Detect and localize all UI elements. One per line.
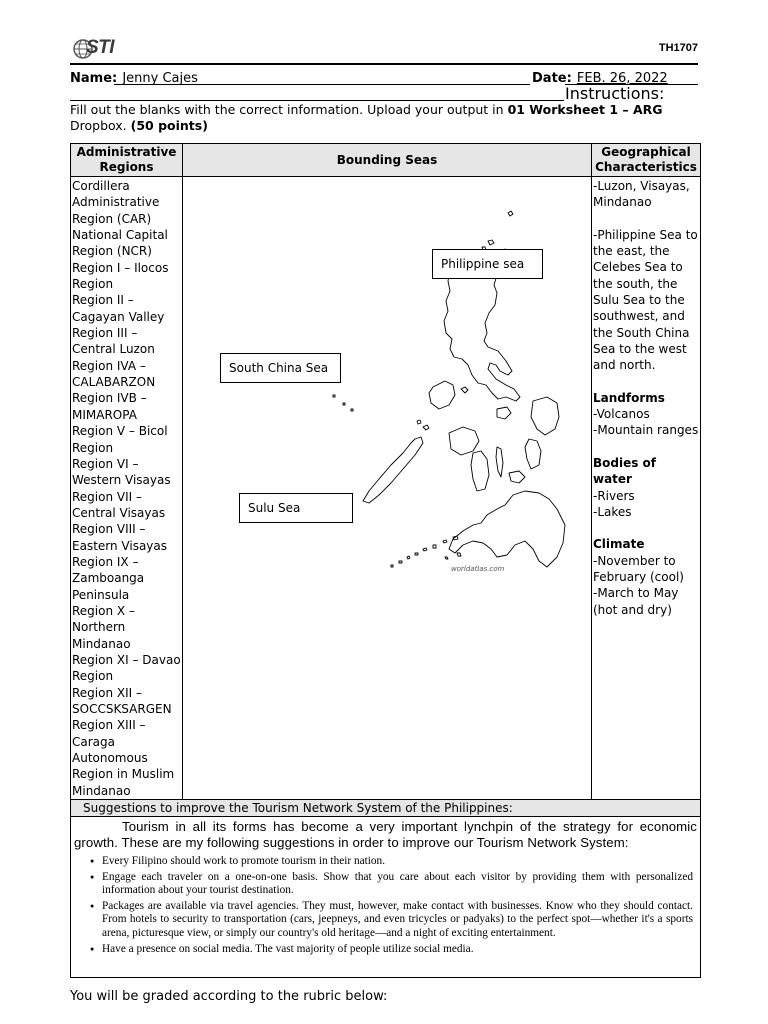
instructions-label: Instructions: <box>565 84 665 103</box>
region-item: Region XII – SOCCSKSARGEN <box>72 685 172 716</box>
region-item: Region VI – Western Visayas <box>72 456 171 488</box>
logo-text: STI <box>86 37 115 58</box>
landforms-heading: Landforms <box>593 390 665 405</box>
geographical-characteristics-cell[interactable] <box>592 177 701 800</box>
suggestions-body[interactable] <box>71 817 701 978</box>
region-item: Region III – Central Luzon <box>72 326 155 357</box>
header-geographical-characteristics: Geographical Characteristics <box>592 144 701 177</box>
region-item: Region II – Cagayan Valley <box>72 293 165 324</box>
region-item: Region XIII – Caraga <box>72 718 146 749</box>
region-item: Cordillera Administrative Region (CAR) <box>72 179 160 226</box>
instructions-dropbox: 01 Worksheet 1 – ARG <box>507 102 663 117</box>
suggestion-item: ● Engage each traveler on a one-on-one basis. Show that you care about each visitor by providing them with personalized information about your tourist destination. <box>102 871 693 898</box>
suggestions-intro <box>74 819 697 851</box>
region-item: Autonomous Region in Muslim Mindanao <box>72 751 175 798</box>
region-item: Region IX – Zamboanga Peninsula <box>72 554 145 602</box>
region-item: Region VII – Central Visayas <box>72 489 166 520</box>
climate-heading: Climate <box>593 537 645 552</box>
bounding-seas-cell <box>183 177 592 800</box>
header-bounding-seas: Bounding Seas <box>183 144 592 177</box>
region-item: Region VIII – Eastern Visayas <box>72 522 168 553</box>
instructions-text <box>70 102 700 134</box>
climate-item: -November to February (cool) <box>593 553 684 584</box>
suggestions-list <box>74 855 697 956</box>
sti-logo <box>72 38 142 62</box>
bodies-of-water-heading: Bodies of water <box>593 455 657 487</box>
date-label: Date: <box>532 71 572 86</box>
suggestion-item: ● Every Filipino should work to promote tourism in their nation. <box>102 855 693 869</box>
philippines-map <box>183 177 593 797</box>
name-value[interactable]: Jenny Cajes <box>122 71 198 86</box>
philippine-sea-label: Philippine sea <box>432 249 543 279</box>
header-rule <box>70 63 698 65</box>
landform-item: -Mountain ranges <box>593 423 699 438</box>
regions-cell[interactable] <box>71 177 183 800</box>
map-credit: worldatlas.com <box>451 565 505 573</box>
suggestions-heading: Suggestions to improve the Tourism Network System of the Philippines: <box>71 800 701 817</box>
landform-item: -Volcanos <box>593 407 650 422</box>
instructions-points: (50 points) <box>130 118 208 133</box>
suggestion-item: ● Have a presence on social media. The vast majority of people utilize social media. <box>102 943 693 957</box>
sulu-sea-label: Sulu Sea <box>239 493 353 523</box>
region-item: Region IVA – CALABARZON <box>72 358 156 390</box>
water-item: -Rivers <box>593 488 635 503</box>
name-underline <box>114 84 530 85</box>
header-administrative-regions: Administrative Regions <box>71 144 183 177</box>
water-item: -Lakes <box>593 504 632 519</box>
document-code: TH1707 <box>658 42 698 54</box>
region-item: Region XI – Davao Region <box>72 652 181 684</box>
suggestions-intro-text: Tourism in all its forms has become a very important lynchpin of the strategy for economic growth. These are my following suggestions in order to improve our Tourism Network System: <box>74 819 697 851</box>
region-item: Region X – Northern Mindanao <box>72 603 135 651</box>
worksheet-table <box>70 143 701 978</box>
geo-seas: -Philippine Sea to the east, the Celebes Sea to the south, the Sulu Sea to the southwest, and the South China Sea to the west and north. <box>593 227 698 373</box>
geo-islands: -Luzon, Visayas, Mindanao <box>593 179 690 210</box>
footer-note: You will be graded according to the rubric below: <box>70 989 388 1004</box>
south-china-sea-label: South China Sea <box>220 353 341 383</box>
instructions-text-pre: Fill out the blanks with the correct information. Upload your output in <box>70 102 508 117</box>
region-item: Region IVB – MIMAROPA <box>72 391 147 422</box>
date-value[interactable]: FEB. 26, 2022 <box>576 71 668 86</box>
region-item: Region V – Bicol Region <box>72 424 168 455</box>
name-label: Name: <box>70 71 118 86</box>
instructions-underline <box>70 100 564 101</box>
region-item: National Capital Region (NCR) <box>72 228 168 259</box>
climate-item: -March to May (hot and dry) <box>593 586 679 617</box>
instructions-text-mid: Dropbox. <box>70 118 131 133</box>
suggestion-item: ● Packages are available via travel agencies. They must, however, make contact with businesses. Know who they should contact. From hotels to security to transportation (cars, jeepneys, and even tricycles or padyaks) to the perfect spot—whether it's a sports arena, picturesque view, or simply our country's old heritage—and a night of exciting entertainment. <box>102 900 693 941</box>
region-item: Region I – Ilocos Region <box>72 260 169 292</box>
